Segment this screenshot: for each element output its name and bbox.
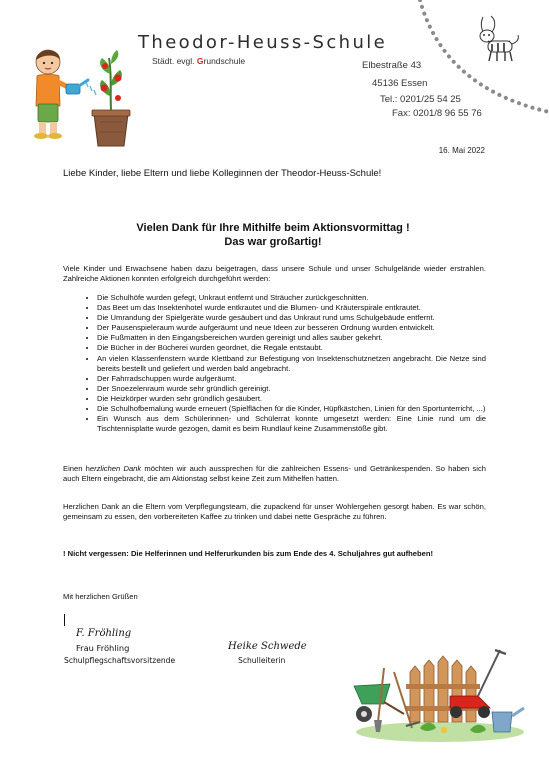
headline-line-1: Vielen Dank für Ihre Mithilfe beim Aktionsvormittag ! <box>136 222 410 234</box>
list-item: • Die Bücher in der Bücherei wurden geordnet, die Regale entstaubt. <box>97 343 486 353</box>
garden-tools-illustration <box>350 632 526 744</box>
actions-list <box>63 293 486 434</box>
address-city: 45136 Essen <box>372 78 428 89</box>
signer-role-froehling: Schulpflegschaftsvorsitzende <box>64 656 176 665</box>
address-phone: Tel.: 0201/25 54 25 <box>380 94 461 105</box>
list-item: • Die Umrandung der Spielgeräte wurde gesäubert und das Unkraut rund ums Schulgebäude entfernt. <box>97 313 486 323</box>
team-paragraph: Herzlichen Dank an die Eltern vom Verpflegungsteam, die zupackend für unser Wohlergehen gesorgt haben. Es war schön, gemeinsam zu essen, den vorbereiteten Kaffee zu trinken und dabei nette Gespräche zu führen. <box>63 502 486 522</box>
school-name: Theodor-Heuss-Schule <box>138 32 388 53</box>
thanks-paragraph <box>63 464 486 484</box>
list-item: • Die Fußmatten in den Eingangsbereichen wurden gereinigt und alles sauber gekehrt. <box>97 333 486 343</box>
thanks-rest: möchten wir auch aussprechen für die zahlreichen Essens- und Getränkespenden. So haben sich auch Eltern eingebracht, die am Aktionstag selbst keine Zeit zum Mithelfen hatten. <box>63 464 486 484</box>
letter-greeting: Liebe Kinder, liebe Eltern und liebe Kolleginnen der Theodor-Heuss-Schule! <box>63 168 382 179</box>
list-item: • Das Beet um das Insektenhotel wurde entkrautet und die Blumen- und Kräuterspirale entkrautet. <box>97 303 486 313</box>
dog-illustration <box>474 14 522 66</box>
list-item: • Die Schulhofbemalung wurde erneuert (Spielflächen für die Kinder, Hüpfkästchen, Linien für den Sportunterricht, ...) <box>97 404 486 414</box>
list-item: • Die Heizkörper wurden sehr gründlich gesäubert. <box>97 394 486 404</box>
signer-name-froehling: Frau Fröhling <box>76 643 130 653</box>
list-item: • Der Pausenspieleraum wurde aufgeräumt und neue Ideen zur besseren Ordnung wurden entwickelt. <box>97 323 486 333</box>
thanks-emphasis: erzlichen Dank <box>89 464 142 473</box>
text-cursor-mark <box>64 614 65 626</box>
thanks-prefix: Einen h <box>63 464 90 473</box>
headline-line-2: Das war großartig! <box>224 236 322 248</box>
boy-watering-plant-illustration <box>28 46 138 148</box>
intro-paragraph: Viele Kinder und Erwachsene haben dazu beigetragen, dass unsere Schule und unser Schulgelände wieder erstrahlen. Zahlreiche Aktionen konnten erfolgreich durchgeführt werden: <box>63 264 486 284</box>
list-item: • Die Schulhöfe wurden gefegt, Unkraut entfernt und Sträucher zurückgeschnitten. <box>97 293 486 303</box>
signature-froehling: F. Fröhling <box>76 628 132 639</box>
signature-schwede: Heike Schwede <box>228 641 307 652</box>
reminder-note: ! Nicht vergessen: Die Helferinnen und Helferurkunden bis zum Ende des 4. Schuljahres gut aufheben! <box>63 549 434 558</box>
signer-role-schwede: Schulleiterin <box>238 656 286 665</box>
closing-phrase: Mit herzlichen Grüßen <box>63 592 138 601</box>
school-subtitle-initial: G <box>196 56 204 66</box>
list-item: • Der Fahrradschuppen wurde aufgeräumt. <box>97 374 486 384</box>
school-subtitle-prefix: Städt. evgl. <box>152 56 197 66</box>
list-item: • An vielen Klassenfenstern wurde Klettband zur Befestigung von Insektenschutznetzen angebracht. Die Netze sind bereits bestellt und geliefert und werden bald angebracht. <box>97 354 486 374</box>
letter-date: 16. Mai 2022 <box>438 146 485 155</box>
list-item: • Ein Wunsch aus dem Schülerinnen- und Schülerrat konnte umgesetzt werden: Eine Linie rund um die Tischtennisplatte wurde gezogen, damit es beim Rundlauf keine Zusammenstöße gibt. <box>97 414 486 434</box>
school-subtitle <box>152 56 245 66</box>
list-item: • Der Snoezelenraum wurde sehr gründlich gereinigt. <box>97 384 486 394</box>
address-street: Elbestraße 43 <box>362 60 422 71</box>
school-subtitle-rest: rundschule <box>203 56 246 66</box>
address-fax: Fax: 0201/8 96 55 76 <box>392 108 482 119</box>
